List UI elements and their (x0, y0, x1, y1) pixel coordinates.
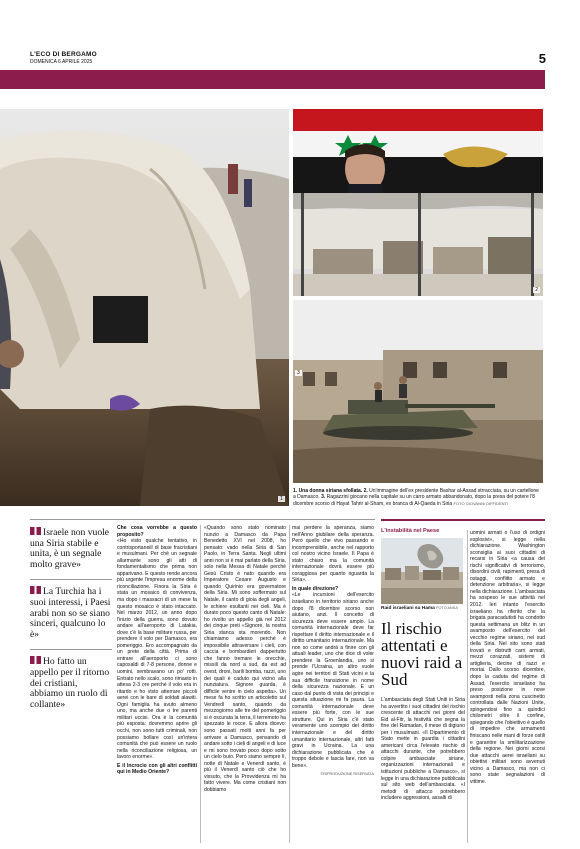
photo-number: 2 (535, 287, 538, 293)
pull-quote: Israele non vuole una Siria stabile e unita, è un segnale molto grave» (30, 527, 110, 570)
article-column-3 (292, 525, 374, 778)
newspaper-name: L'ECO DI BERGAMO (30, 51, 97, 58)
sidebar-headline: Il rischio attentati e nuovi raid a Sud (381, 619, 463, 689)
interview-answer: «Quando sono stato nominato nunzio a Damasco da Papa Benedetto XVI nel 2008, ho pensato: vado nella Siria di San Paolo, in Terra Santa. Negli ultimi anni non si è mai parlato della Siria, solo nella Messa di Natale perché Gesù Cristo è nato quando era Imperatore Cesare Augusto e quando Quirinio era governatore della Siria. Mi sono soffermato sul Natale, il canto di gioia degli angeli, le schiere esultanti nei cieli. Ma è durato poco questo canto di Natale: ho rivolto un appello già nel 2012 dei cinque preti «Signore, la nostra Siria stanca sta morendo. Non chiamiamo adesso perché è impossibile attraversare i cieli, con caccia e bombardieri dappertutto che fanno tremare le orecchie, missili da nord a sud, da est ad ovest, droni, barili bomba, razzi, uno dei quali è caduto qui vicino alla nunziatura. Signore guarda, è difficile venire in cielo aspetta». Un mese fa ho scritto un articoletto sul Vendredì santo, quando da mezzogiorno alle tre del pomeriggio si è oscurata la terra, il terremoto ha spezzato le rocce. E allora dicevo: sono passati molti anni fa per arrivare a Damasco, pensando di andare sotto i cieli di angeli e di luce e mi sono trovato poco dopo sotto un cielo buio. Però siamo sempre lì, notte di Natale e Venerdì santo, è più il Venerdì santo ciò che ho vissuto, che la Provvidenza mi ha fatto vivere. Ma come cristiani non dobbiamo (204, 525, 286, 793)
article-column-1 (117, 525, 197, 776)
pull-quote: La Turchia ha i suoi interessi, i Paesi arabi non so se siano sinceri, qualcuno lo è» (30, 586, 111, 640)
caption-text-3: Ragazzini giocano nella capitale su un carro armato abbandonato, dopo la presa del potere l'8 dicembre scorso di Hayat Tahrir al-Sham, ex branca di Al-Qaeda in Siria (293, 494, 535, 507)
page-number: 5 (538, 51, 546, 66)
interview-question: E il Incrocio con gli altri conflitti qui in Medio Oriente? (117, 762, 197, 776)
caption-text-2: Un'immagine dell'ex presidente Bashar al-Assad strracciata, su un cartellone a Damasco. (293, 488, 539, 501)
photo-number: 3 (297, 370, 300, 376)
caption-number: 2. (363, 488, 368, 494)
column-rule (289, 525, 290, 843)
sidebar-column-b: uomini armati o l'uso di ordigni esplosivi», si legge nella dichiarazione. Washington sconsiglia ai suoi cittadini di recarsi in Siria «a causa dei rischi significativi di terrorismo, disordini civili, rapimenti, presa di ostaggi, conflitto armato e detenzione arbitraria», si legge nella dichiarazione. L'ambasciata ha sospeso le sue attività nel 2012. Ieri intanto l'esercito israeliano ha riferito che la brigata paracadutisti ha condotto questa settimana un blitz in un avamposto dell'esercito del vecchio regime siriano, nel sud della Siria. Nel sito sono stati trovati e distrutti carri armati, mezzi corazzati, sistemi di artiglieria, decine di razzi e mortai. Dallo scorso dicembre, dopo la caduta del regime di Assad, l'esercito israeliano ha preso posizione in nove avamposti nella zona cuscinetto controllata dalle Nazioni Unite, spingendosi fino a quindici chilometri oltre il confine, spiegando che l'obiettivo è quello di impedire che armamenti finiscano nelle mani di forze ostili e garantire la smilitarizzazione della regione. Nei giorni scorsi due attacchi aerei israeliani su obiettivi militari sono avvenuti vicino a Damasco, ma non ci sono state segnalazioni di vittime. (470, 530, 545, 785)
interview-answer: «Le incursioni dell'esercito israeliano in territorio siriano anche dopo l'8 dicembre scorso non aiutano, anzi. Il concetto di sicurezza deve essere ampio. La comunità internazionale deve far rispettare il diritto internazionale e il diritto umanitario internazionale. Ma non so come andrà a finire con gli attuali leader, uno che dice di voler prendere la Groenlandia, uno si prende l'Ucraina, un altro vuole agire nei territori di Stati vicini e la sua difficile transizione in nome della sicurezza nazionale. E un caso dal punto di vista dei principi e questa situazione mi fa paura. La comunità internazionale deve essere più forte, con le sue strutture. Qui in Siria c'è stato veramente uno scempio del diritto internazionale e del diritto umanitario internazionale, altri fatti gravi in Ucraina. La una dichiarazione pubblicata che è troppo debole e lascia fare, non va bene». (292, 592, 374, 769)
photo-refugee-tent (0, 109, 289, 506)
quote-marks-icon (30, 527, 41, 535)
sidebar-column-a: L'ambasciata degli Stati Uniti in Siria ha avvertito i suoi cittadini del rischio crescente di attacchi nei giorni del Eid al-Fitr, la festività che segna la fine del Ramadan, il mese di digiuno per i musulmani. «Il Dipartimento di Stato mette in guardia i cittadini americani circa l'elevato rischio di attacchi durante, che potrebbero colpire ambasciate siriane, organizzazioni internazionali e istituzioni pubbliche a Damasco», si legge in una dichiarazione pubblicata sul sito web dell'ambasciata. «I metodi di attacco potrebbero includere aggressioni, assalti di (381, 697, 465, 802)
photo-number: 1 (280, 496, 283, 502)
interview-question: Che cosa vorrebbe a questo proposito? (117, 525, 197, 538)
photo-credit: FOTO GIOVANNI DIFFIDENTI (453, 500, 509, 506)
column-rule (467, 530, 468, 843)
header-color-band (0, 70, 545, 89)
caption-number: 3. (321, 494, 326, 501)
column-rule (200, 525, 201, 843)
masthead (30, 51, 97, 65)
sidebar-top-rule (381, 519, 545, 521)
interview-question: In quale direzione? (292, 585, 339, 592)
interview-answer: mai perdere la speranza, siamo nell'Anno giubilare della speranza. Però quello che vivo passando e incomprensibile, anche nel rapporto col nostro vicino Israele. Il Papa è stato chiaro ma la comunità internazionale dovrà essere più coraggiosa per quanto riguarda la Siria». (292, 525, 374, 584)
quote-marks-icon (30, 586, 41, 594)
sidebar-photo-caption: Raid israeliani su Hama FOTO ANSA (381, 606, 458, 611)
article-column-2 (204, 525, 286, 793)
divider (30, 649, 112, 650)
photo-hama-raid (381, 538, 463, 604)
article-top-rule (30, 519, 375, 520)
caption-text-1: Una donna siriana sfollata. (298, 488, 363, 494)
photo-torn-billboard (293, 109, 543, 296)
pull-quote: Ho fatto un appello per il ritorno dei cristiani, abbiamo un ruolo di collante» (30, 656, 110, 710)
interview-answer: «Ho visto qualche tentativo, in contrisportaneiil di base fracristiani e musulmani. Per chè un segnale allarmante sono gli atti di fondamentalismo che prima non apparivano. E questo rende ancora più urgente l'impresa enorme della riconciliazione. Finora la Siria è stata un mosaico di convivenza, ma dopo i massacri di un mese fa questo mosaico è stato intaccato. Nel marzo 2012, un anno dopo l'inizio della guerra, sono dovuto andare all'aeroporto di Latakia, dove c'è la base militare russa, per prendere il volo per Damasco, era pomeriggio. Ero accompagnato da un prete della città. Prima di entrare all'aeroporto ci sono caposaldi di 7-8 persone, donne e uomini, sembravano un po' rotti. Entrato nello scalo, sono rimasto in attesa 2-3 ore perché il volo era in ritardo e ho visto atterrare piccoli aerei con le bare di soldati alawiti. Ogni famiglia ha avuto almeno uno, ma anche due o tre parenti militari uccisi. Ora è la comunità più esposta: dovremmo aprire gli occhi, non sono tutti criminali, non possiamo bollare così un'intera comunità che può essere un ruolo nella riconciliazione religiosa, un lavoro enorme». (117, 538, 197, 761)
issue-date: DOMENICA 6 APRILE 2025 (30, 59, 93, 65)
photo-tank-children (293, 300, 543, 483)
divider (30, 579, 112, 580)
sidebar-section-label: L'instabilità nel Paese (381, 528, 440, 534)
copyright-notice: ©RIPRODUZIONE RISERVATA (320, 772, 374, 777)
photo-caption (293, 488, 543, 507)
quote-marks-icon (30, 656, 41, 664)
caption-number: 1. (293, 488, 298, 494)
pull-quotes (30, 527, 112, 719)
